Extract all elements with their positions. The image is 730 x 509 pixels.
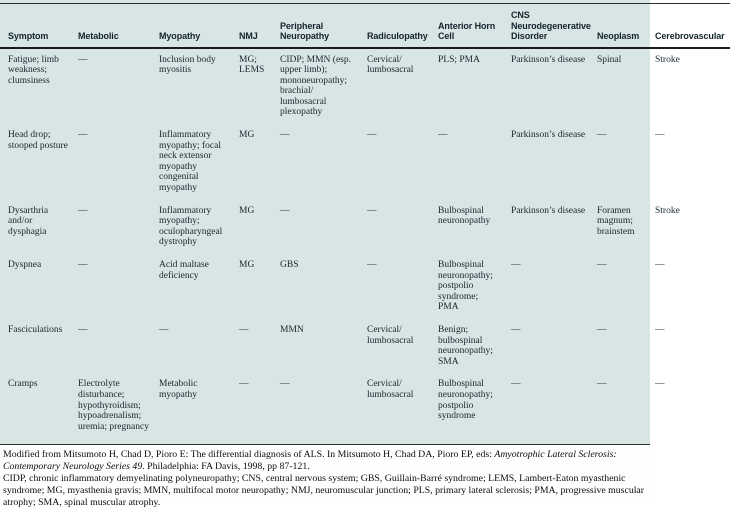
table-cell: MG [239, 205, 255, 216]
table-cell: Metabolic myopathy [159, 379, 198, 400]
citation-suffix: Philadelphia: FA Davis, 1998, pp 87-121. [144, 461, 310, 473]
table-cell: Fatigue; limb weakness; clumsiness [8, 54, 59, 86]
table-cell: Cramps [8, 379, 38, 390]
table-cell: — [655, 260, 665, 270]
table-cell: Benign; bulbospinal neuronopathy; SMA [438, 324, 493, 367]
table-row [0, 379, 730, 444]
table-cell: GBS [280, 260, 299, 270]
table-cell: MG; LEMS [239, 54, 265, 76]
table-cell: Cervical/​lumbosacral [367, 54, 414, 76]
table-cell: — [511, 379, 521, 390]
table-cell: Bulbospinal neuronopathy [438, 205, 491, 227]
table-cell: MG [239, 130, 255, 141]
table-cell: — [597, 260, 607, 270]
table-cell: Inflammatory myopathy; oculopharyngeal dystrophy [159, 205, 223, 248]
table-cell: — [78, 54, 88, 65]
column-header: CNS Neurodegenerative Disorder [511, 4, 597, 48]
table-cell: — [280, 130, 290, 141]
table-cell: — [78, 130, 88, 141]
table-cell: — [159, 324, 169, 335]
table-row [0, 130, 730, 206]
table-cell: — [239, 379, 249, 390]
table-cell: — [597, 379, 607, 390]
column-header: Symptom [0, 4, 78, 48]
table-cell: Parkinson’s disease [511, 205, 586, 216]
table-cell: CIDP; MMN (esp. upper limb); mononeuropathy; brachial/​lumbosacral plexopathy [280, 54, 351, 118]
abbreviation-key: CIDP, chronic inflammatory demyelinating polyneuropathy; CNS, central nervous system; GBS, Guillain-Barré syndrome; LEMS, Lambert-Eaton myasthenic syndrome; MG, myasthenia gravis; MMN, multifocal motor neuropathy; NMJ, neuromuscular junction; PLS, primary lateral sclerosis; PMA, progressive muscular atrophy; SMA, spinal muscular atrophy. [3, 473, 645, 508]
table-cell: — [367, 130, 377, 141]
table-header [0, 4, 730, 48]
column-header: Anterior Horn Cell [438, 4, 511, 48]
table-cell: — [511, 324, 521, 335]
citation-book-title: Amyotrophic Lateral Sclerosis: Contemporary Neurology Series 49. [3, 449, 617, 473]
table-cell: — [367, 260, 377, 270]
table-cell: Parkinson’s disease [511, 130, 586, 141]
table-cell: Inflammatory myopathy; focal neck extensor myopathy congenital myopathy [159, 130, 221, 194]
footnote [3, 449, 647, 509]
table-cell: PLS; PMA [438, 54, 480, 65]
table-body [0, 48, 730, 445]
table-cell: Bulbospinal neuronopathy; postpolio syndrome; PMA [438, 260, 493, 313]
column-header: Radiculopathy [367, 4, 438, 48]
table-cell: — [78, 260, 88, 270]
table-cell: — [367, 205, 377, 216]
table-cell: — [655, 324, 665, 335]
table-cell: Fasciculations [8, 324, 63, 335]
citation-prefix: Modified from Mitsumoto H, Chad D, Pioro E: The differential diagnosis of ALS. In Mitsumoto H, Chad DA, Pioro EP, eds: [3, 449, 495, 461]
table-cell: — [78, 324, 88, 335]
table-row [0, 206, 730, 260]
table-cell: Stroke [655, 54, 680, 65]
table-row [0, 325, 730, 379]
column-header: Cerebrovascular [655, 4, 730, 48]
table-row [0, 260, 730, 325]
table-cell: — [597, 324, 607, 335]
header-row [0, 4, 730, 48]
source-citation [3, 449, 647, 473]
table-cell: — [78, 205, 88, 216]
table-cell: — [655, 130, 665, 141]
column-header: Neoplasm [597, 4, 655, 48]
table-cell: Head drop; stooped posture [8, 130, 68, 151]
table-cell: Parkinson’s disease [511, 54, 586, 65]
table-row [0, 48, 730, 131]
table-cell: — [597, 130, 607, 141]
table-cell: MMN [280, 324, 304, 335]
column-header: Myopathy [159, 4, 239, 48]
table-cell: Bulbospinal neuronopathy; postpolio syndrome [438, 379, 493, 422]
column-header: NMJ [239, 4, 280, 48]
table-cell: — [280, 205, 290, 216]
table-cell: — [438, 130, 448, 141]
table-cell: Dyspnea [8, 260, 42, 270]
table [0, 3, 730, 444]
column-header: Peripheral Neuropathy [280, 4, 367, 48]
column-header: Metabolic [78, 4, 159, 48]
table-cell: Cervical/​lumbosacral [367, 379, 414, 400]
table-cell: Spinal [597, 54, 622, 65]
table-cell: Dysarthria and/or dysphagia [8, 205, 49, 237]
table-cell: — [239, 324, 249, 335]
table-cell: Inclusion body myositis [159, 54, 216, 76]
table-cell: Cervical/​lumbosacral [367, 324, 414, 346]
table-cell: — [655, 379, 665, 390]
table-cell: Acid maltase deficiency [159, 260, 209, 281]
table-cell: — [280, 379, 290, 390]
table-cell: Electrolyte disturbance; hypothyroidism; hypoadrenalism; uremia; pregnancy [78, 379, 149, 432]
table-cell: Foramen magnum; brainstem [597, 205, 635, 237]
table-cell: Stroke [655, 205, 680, 216]
table-cell: — [511, 260, 521, 270]
table-cell: MG [239, 260, 255, 270]
